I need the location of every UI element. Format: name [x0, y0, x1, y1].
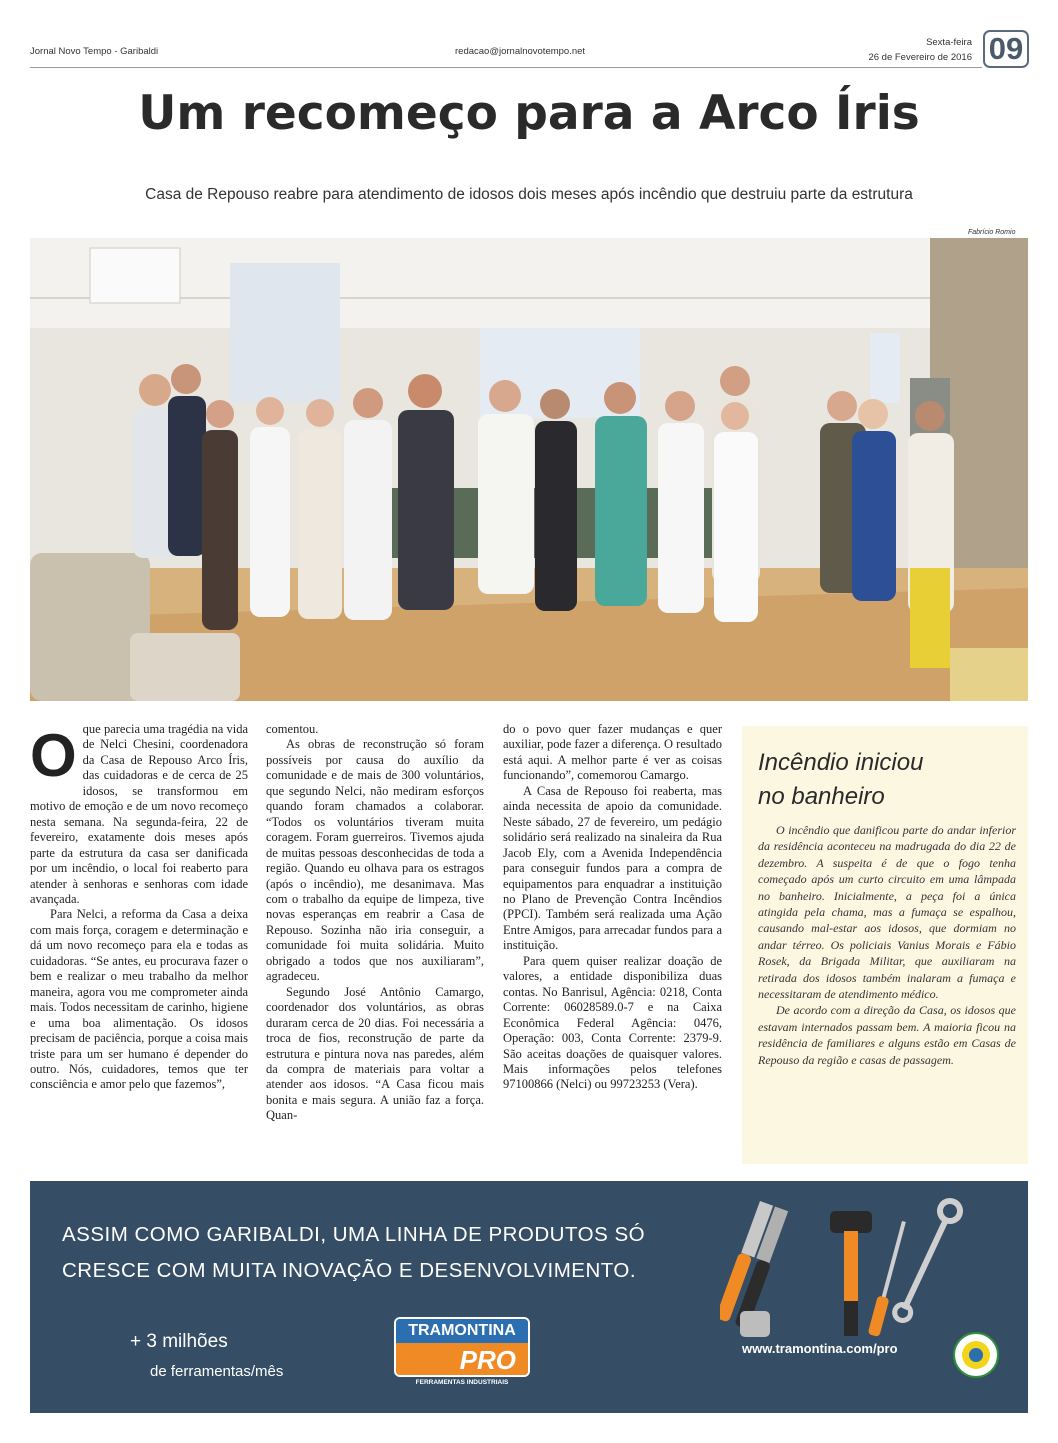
ad-headline-line: ASSIM COMO GARIBALDI, UMA LINHA DE PRODUTOS SÓ: [62, 1223, 646, 1246]
article-column-3: [503, 722, 722, 1093]
ad-website-link[interactable]: www.tramontina.com/pro: [742, 1341, 898, 1356]
email-address[interactable]: redacao@jornalnovotempo.net: [455, 46, 586, 57]
sidebar-body: [758, 822, 1016, 1068]
article-paragraph: comentou.: [266, 722, 319, 736]
tools-icon: [720, 1191, 980, 1341]
sidebar-title: [758, 746, 1018, 814]
sidebar-paragraph: O incêndio que danificou parte do andar inferior da residência aconteceu na madrugada do dia 22 de dezembro. A suspeita é de que o fogo tenha começado após um curto circuito em uma lâmpada no banheiro. Inicialmente, a peça foi a única atingida pela chama, mas a fumaça se espalhou, causando mal-estar aos idosos, que dormiam no andar térreo. Os policiais Vanius Morais e Fábio Rosek, da Brigada Militar, que auxiliaram na retirada dos idosos também inalaram a fumaça e necessitaram de atendimento médico.: [758, 823, 1016, 1002]
group-photo: [30, 238, 1028, 701]
ad-stat-caption: de ferramentas/mês: [150, 1363, 284, 1380]
headline: Um recomeço para a Arco Íris: [138, 86, 920, 141]
photo-credit: Fabrício Romio: [968, 229, 1016, 236]
page-number: 09: [983, 30, 1029, 68]
article-paragraph: do o povo quer fazer mudanças e quer auxiliar, pode fazer a diferença. O resultado está aqui. A melhor parte é ver as coisas funcionando”, comemorou Camargo.: [503, 722, 722, 783]
drop-cap: O: [30, 722, 77, 789]
header-rule: [30, 67, 982, 68]
article-paragraph: A Casa de Repouso foi reaberta, mas ainda necessita de apoio da comunidade. Neste sábado, 27 de fevereiro, um pedágio solidário será realizado na sinaleira da Rua Jacob Ely, com a Avenida Independência para conseguir fundos para a compra de equipamentos para enquadrar a instituição no Plano de Prevenção Contra Incêndios (PPCI). Também será realizada uma Ação Entre Amigos, para arrecadar fundos para a instituição.: [503, 783, 722, 953]
article-column-2: [266, 722, 484, 1124]
issue-date: 26 de Fevereiro de 2016: [868, 52, 972, 63]
sidebar-box: [742, 726, 1028, 1164]
ad-headline: [62, 1217, 762, 1289]
sidebar-paragraph: De acordo com a direção da Casa, os idosos que estavam internados passam bem. A maioria ficou na residência de familiares e alguns estão em Casas de Repouso da região e casas de passagem.: [758, 1003, 1016, 1067]
tramontina-pro-logo[interactable]: [394, 1317, 530, 1377]
sidebar-title-line: Incêndio iniciou: [758, 749, 924, 776]
logo-brand: TRAMONTINA: [396, 1319, 528, 1343]
weekday: Sexta-feira: [926, 37, 972, 48]
article-paragraph: Para quem quiser realizar doação de valores, a entidade disponibiliza duas contas. No Banrisul, Agência: 0218, Conta Corrente: 06028589.0-7 e na Caixa Econômica Federal Agência: 0476, Operação: 003, Conta Corrente: 2379-9. São aceitas doações de quaisquer valores. Mais informações pelos telefones 97100866 (Nelci) ou 99723253 (Vera).: [503, 953, 722, 1092]
article-paragraph: As obras de reconstrução só foram possíveis por causa do auxílio da comunidade e de mais de 300 voluntários, que segundo Nelci, não mediram esforços quando foram chamados a colaborar. “Todos os voluntários tiveram muita coragem. Foram guerreiros. Tivemos ajuda de muitas pessoas desconhecidas de toda a região. Quando eu olhava para os estragos (após o incêndio), me desanimava. Mas com o trabalho da equipe de limpeza, tive novas esperanças em reabrir a Casa de Repouso. Sozinha não iria conseguir, a comunidade foi muita solidária. Muito obrigado a todos que nos auxiliaram”, agradeceu.: [266, 737, 484, 984]
logo-tagline: FERRAMENTAS INDUSTRIAIS: [415, 1379, 509, 1386]
tramontina-ad[interactable]: [30, 1181, 1028, 1413]
publication-name: Jornal Novo Tempo - Garibaldi: [30, 46, 159, 57]
article-column-1: [30, 722, 248, 1093]
ad-headline-line: CRESCE COM MUITA INOVAÇÃO E DESENVOLVIMENTO.: [62, 1259, 637, 1282]
sidebar-title-line: no banheiro: [758, 783, 885, 810]
article-paragraph: Para Nelci, a reforma da Casa a deixa com mais força, coragem e determinação e dá um novo recomeço para ela e todas as cuidadoras. “Se antes, eu procurava fazer o bem e realizar o meu trabalho da melhor maneira, agora vou me comprometer ainda mais. Todos necessitam de carinho, higiene e uma boa alimentação. Os idosos precisam de paciência, porque a coisa mais triste para um ser humano é depender do outro. Nós, cuidadores, temos que ter consciência e amor pelo que fazemos”,: [30, 907, 248, 1092]
subheadline: Casa de Repouso reabre para atendimento de idosos dois meses após incêndio que destruiu parte da estrutura: [145, 186, 913, 203]
group-photo-illustration: [30, 238, 1028, 701]
logo-pro: PRO: [396, 1343, 528, 1377]
ad-stat: + 3 milhões: [130, 1331, 228, 1352]
original-brasil-seal-icon: [952, 1331, 1000, 1379]
article-paragraph: que parecia uma tragédia na vida de Nelci Chesini, coordenadora da Casa de Repouso Arco Íris, das cuidadoras e de cerca de 25 idosos, se transformou em motivo de emoção e de um novo recomeço nesta semana. Na segunda-feira, 22 de fevereiro, exatamente dois meses após parte da estrutura da casa ser danificada por um incêndio, o local foi reaberto para atender à senhoras e senhoras com idade avançada.: [30, 722, 248, 906]
article-paragraph: Segundo José Antônio Camargo, coordenador dos voluntários, as obras duraram cerca de 20 dias. Foi necessária a troca de fios, reconstrução de parte da estrutura e pintura nova nas paredes, além da compra de materiais para voltar a atender aos idosos. “A Casa ficou mais bonita e mais segura. A união faz a força. Quan-: [266, 984, 484, 1123]
